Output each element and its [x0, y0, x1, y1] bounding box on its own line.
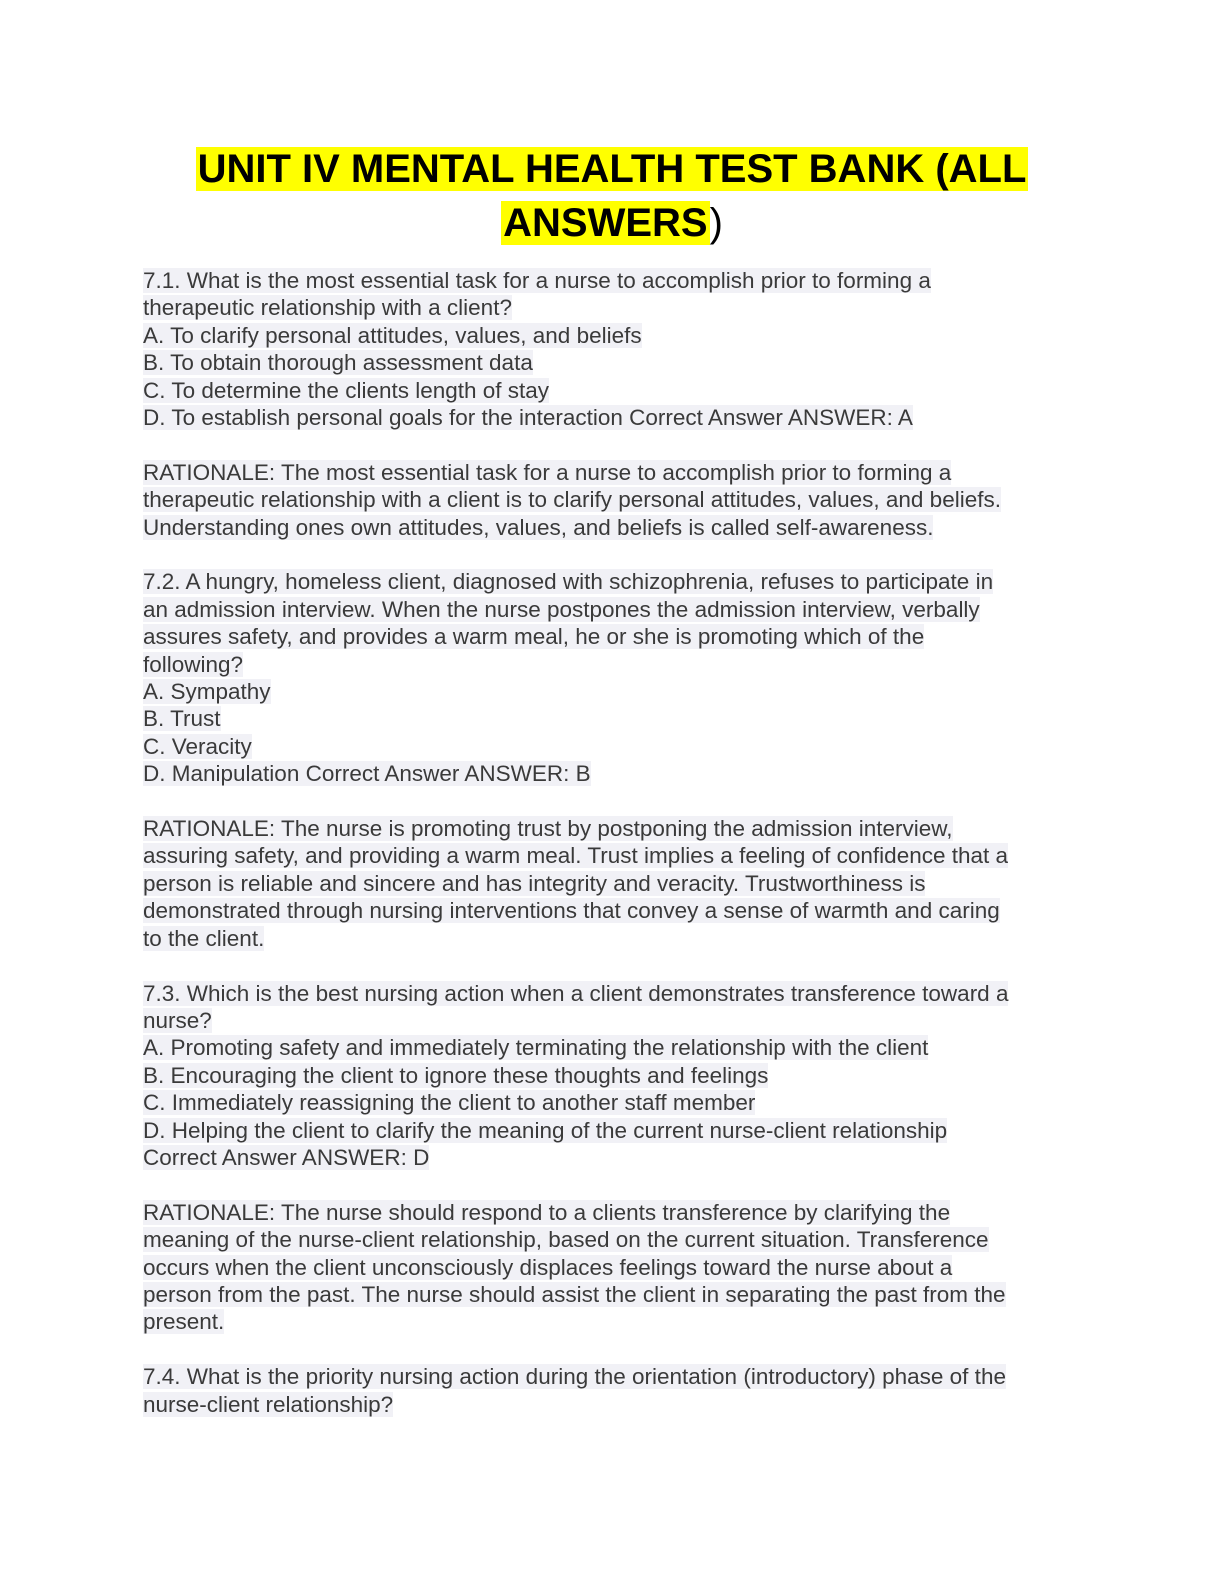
answer-option: A. To clarify personal attitudes, values, and beliefs	[143, 322, 642, 348]
rationale-text: person is reliable and sincere and has integrity and veracity. Trustworthiness is	[143, 870, 926, 896]
rationale-block	[143, 1199, 1073, 1336]
title-line-2: ANSWERS	[503, 201, 708, 245]
question-text: 7.1. What is the most essential task for a nurse to accomplish prior to forming a	[143, 268, 931, 293]
answer-option: D. Helping the client to clarify the meaning of the current nurse-client relationship	[143, 1117, 948, 1143]
question-block	[143, 568, 1073, 787]
answer-option: D. To establish personal goals for the interaction Correct Answer ANSWER: A	[143, 405, 913, 431]
rationale-text: assuring safety, and providing a warm meal. Trust implies a feeling of confidence that a	[143, 843, 1009, 869]
answer-option: C. Veracity	[143, 733, 252, 759]
rationale-text: person from the past. The nurse should assist the client in separating the past from the	[143, 1281, 1006, 1307]
question-text: nurse?	[143, 1007, 212, 1033]
answer-option: C. To determine the clients length of stay	[143, 377, 550, 403]
answer-option: B. Trust	[143, 706, 221, 732]
document-title	[0, 142, 1224, 250]
document-body	[143, 267, 1073, 1445]
title-line-1: UNIT IV MENTAL HEALTH TEST BANK (ALL	[197, 147, 1027, 191]
rationale-text: present.	[143, 1309, 225, 1335]
answer-option: B. To obtain thorough assessment data	[143, 350, 533, 376]
question-block	[143, 980, 1073, 1172]
rationale-text: to the client.	[143, 925, 265, 951]
question-text: therapeutic relationship with a client?	[143, 295, 512, 321]
answer-option: A. Sympathy	[143, 679, 271, 705]
rationale-text: RATIONALE: The nurse should respond to a clients transference by clarifying the	[143, 1199, 951, 1225]
answer-option: Correct Answer ANSWER: D	[143, 1144, 430, 1170]
answer-option: D. Manipulation Correct Answer ANSWER: B	[143, 761, 591, 787]
rationale-text: RATIONALE: The most essential task for a nurse to accomplish prior to forming a	[143, 459, 952, 485]
rationale-text: Understanding ones own attitudes, values, and beliefs is called self-awareness.	[143, 514, 934, 540]
question-block	[143, 1363, 1073, 1418]
rationale-text: demonstrated through nursing interventions that convey a sense of warmth and caring	[143, 898, 1000, 924]
question-text: 7.2. A hungry, homeless client, diagnosed with schizophrenia, refuses to participate in	[143, 569, 994, 595]
rationale-text: therapeutic relationship with a client is to clarify personal attitudes, values, and beliefs.	[143, 487, 1001, 513]
title-paren: )	[709, 201, 723, 245]
question-text: following?	[143, 651, 244, 677]
rationale-block	[143, 815, 1073, 952]
rationale-block	[143, 459, 1073, 541]
answer-option: B. Encouraging the client to ignore these thoughts and feelings	[143, 1062, 769, 1088]
answer-option: A. Promoting safety and immediately terminating the relationship with the client	[143, 1035, 929, 1061]
rationale-text: occurs when the client unconsciously displaces feelings toward the nurse about a	[143, 1254, 953, 1280]
question-text: an admission interview. When the nurse postpones the admission interview, verbally	[143, 596, 980, 622]
question-text: 7.3. Which is the best nursing action when a client demonstrates transference toward a	[143, 980, 1009, 1006]
rationale-text: meaning of the nurse-client relationship, based on the current situation. Transference	[143, 1227, 989, 1253]
answer-option: C. Immediately reassigning the client to another staff member	[143, 1090, 756, 1116]
question-text: assures safety, and provides a warm meal, he or she is promoting which of the	[143, 624, 925, 650]
question-text: nurse-client relationship?	[143, 1391, 394, 1417]
question-block	[143, 267, 1073, 431]
rationale-text: RATIONALE: The nurse is promoting trust by postponing the admission interview,	[143, 816, 953, 842]
question-text: 7.4. What is the priority nursing action during the orientation (introductory) phase of the	[143, 1364, 1006, 1390]
